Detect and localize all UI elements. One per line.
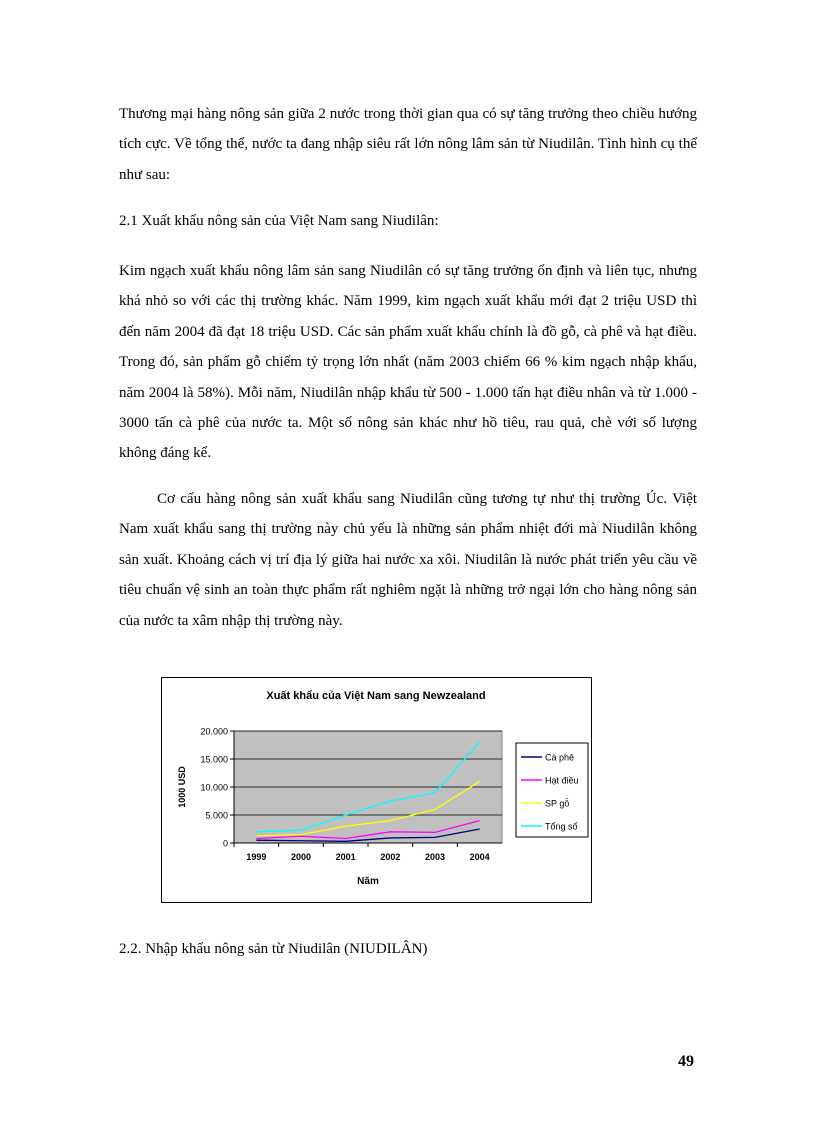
- x-tick-label: 2004: [469, 852, 490, 862]
- legend-label: Cà phê: [545, 752, 575, 763]
- page-number: 49: [678, 1053, 694, 1070]
- chart-title: Xuất khẩu của Việt Nam sang Newzealand: [266, 690, 486, 702]
- y-axis-label: 1000 USD: [177, 766, 187, 808]
- section-2-1-heading: 2.1 Xuất khẩu nông sản của Việt Nam sang Niudilân:: [119, 213, 439, 229]
- legend-label: Hạt điều: [545, 775, 579, 786]
- export-chart: [161, 677, 592, 903]
- structure-paragraph: Cơ cấu hàng nông sản xuất khẩu sang Niudilân cũng tương tự như thị trường Úc. Việt Nam xuất khẩu sang thị trường này chủ yếu là những sản phẩm nhiệt đới mà Niudilân không sản xuất. Khoảng cách vị trí địa lý giữa hai nước xa xôi. Niudilân là nước phát triển yêu cầu về tiêu chuẩn vệ sinh an toàn thực phẩm rất nghiêm ngặt là những trở ngại lớn cho hàng nông sản của nước ta xâm nhập thị trường này.: [119, 491, 697, 629]
- y-tick-label: 0: [222, 838, 228, 849]
- section-2-2-heading: 2.2. Nhập khẩu nông sản từ Niudilân (NIUDILÂN): [119, 941, 428, 957]
- x-tick-label: 2002: [380, 852, 401, 862]
- export-chart-svg: [162, 678, 591, 902]
- y-axis-ticks: [200, 727, 234, 849]
- y-tick-label: 15.000: [200, 754, 228, 765]
- y-tick-label: 5.000: [205, 810, 228, 821]
- legend-label: SP gỗ: [545, 798, 570, 809]
- x-axis-label: Năm: [357, 876, 379, 887]
- y-tick-label: 10.000: [200, 782, 228, 793]
- x-axis-ticks: [234, 843, 490, 862]
- x-tick-label: 1999: [246, 852, 267, 862]
- x-tick-label: 2001: [335, 852, 356, 862]
- legend-label: Tổng số: [545, 821, 578, 832]
- x-tick-label: 2003: [424, 852, 446, 862]
- section-2-1-body: Kim ngạch xuất khẩu nông lâm sản sang Niudilân có sự tăng trưởng ổn định và liên tục, nhưng khá nhỏ so với các thị trường khác. Năm 1999, kim ngạch xuất khẩu mới đạt 2 triệu USD thì đến năm 2004 đã đạt 18 triệu USD. Các sản phẩm xuất khẩu chính là đồ gỗ, cà phê và hạt điều. Trong đó, sản phẩm gỗ chiếm tỷ trọng lớn nhất (năm 2003 chiếm 66 % kim ngạch nhập khẩu, năm 2004 là 58%). Mỗi năm, Niudilân nhập khẩu từ 500 - 1.000 tấn hạt điều nhân và từ 1.000 - 3000 tấn cà phê của nước ta. Một số nông sản khác như hồ tiêu, rau quả, chè với số lượng không đáng kể.: [119, 263, 697, 462]
- y-tick-label: 20.000: [200, 726, 228, 737]
- x-tick-label: 2000: [290, 852, 312, 862]
- intro-paragraph: Thương mại hàng nông sản giữa 2 nước trong thời gian qua có sự tăng trưởng theo chiều hướng tích cực. Về tổng thể, nước ta đang nhập siêu rất lớn nông lâm sản từ Niudilân. Tình hình cụ thể như sau:: [119, 106, 697, 183]
